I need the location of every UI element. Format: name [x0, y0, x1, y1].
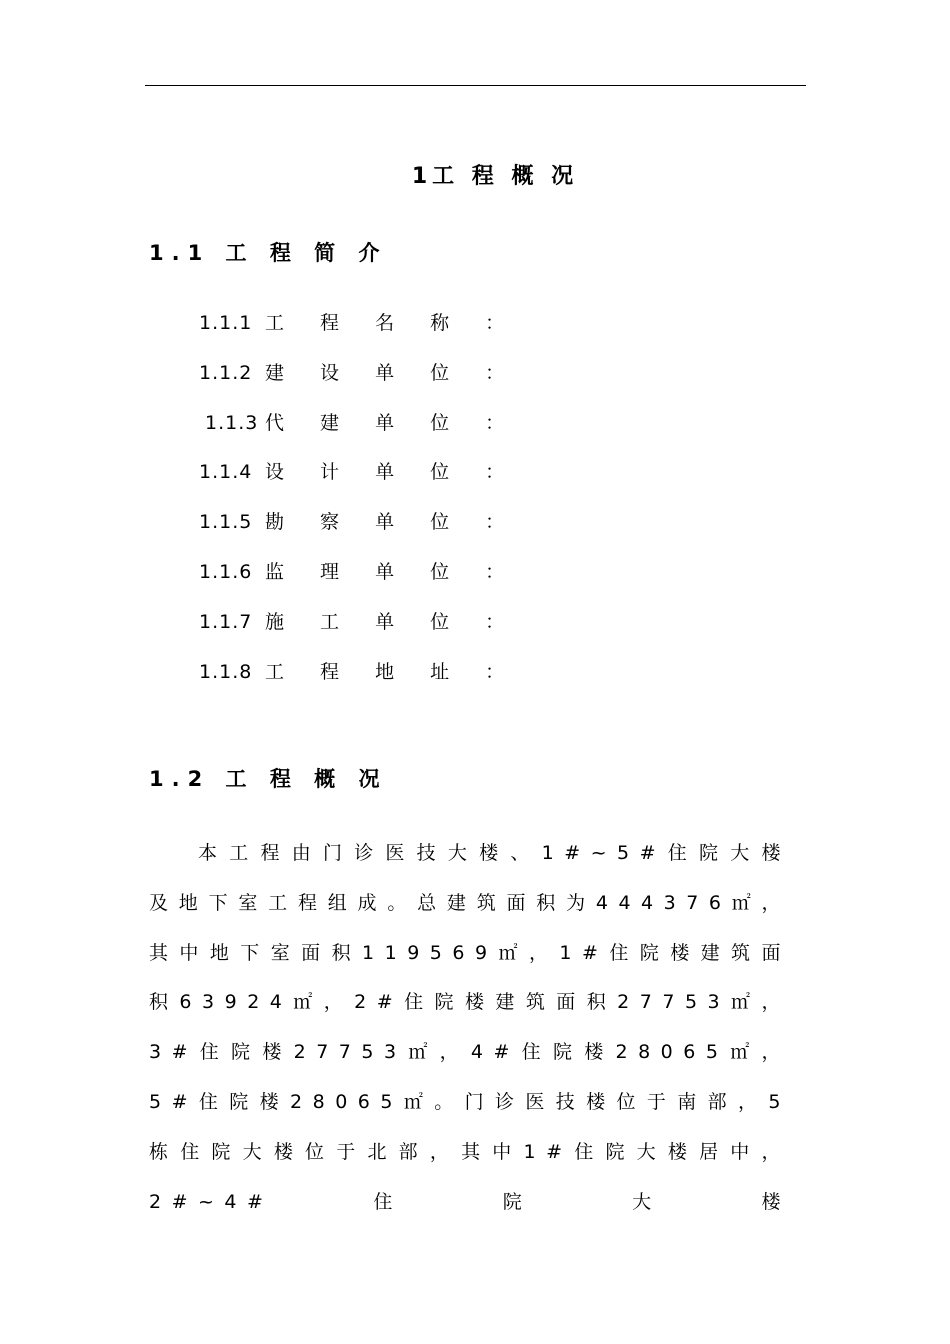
info-item-label: 工 程 名 称 ：	[265, 312, 520, 334]
info-item-agent-developer	[199, 406, 519, 456]
info-item-label: 代 建 单 位 ：	[265, 411, 520, 434]
section-title-1-2: 1.2 工 程 概 况	[149, 767, 388, 791]
info-item-label: 工 程 地 址 ：	[265, 660, 520, 683]
info-item-number: 1.1.6	[199, 560, 253, 583]
info-item-designer	[199, 455, 519, 505]
info-item-number: 1.1.4	[199, 461, 253, 484]
info-item-number: 1.1.3	[205, 411, 259, 434]
info-item-supervisor	[199, 555, 519, 605]
info-item-label: 设 计 单 位 ：	[265, 461, 520, 484]
info-item-contractor	[199, 605, 519, 655]
info-item-number: 1.1.8	[199, 660, 253, 683]
info-item-label: 监 理 单 位 ：	[265, 560, 520, 583]
info-item-number: 1.1.7	[199, 610, 253, 633]
header-rule	[145, 85, 806, 86]
project-info-list	[199, 306, 519, 704]
info-item-address	[199, 655, 519, 705]
info-item-label: 建 设 单 位 ：	[265, 361, 520, 384]
overview-paragraph: 本工程由门诊医技大楼、1#~5#住院大楼及地下室工程组成。总建筑面积为444376㎡，其中地下室面积119569㎡，1#住院楼建筑面积63924㎡，2#住院楼建筑面积27753㎡，3#住院楼27753㎡，4#住院楼28065㎡，5#住院楼28065㎡。门诊医技楼位于南部，5栋住院大楼位于北部，其中1#住院大楼居中，2#~4#住院大楼	[149, 842, 791, 1213]
info-item-number: 1.1.5	[199, 511, 253, 534]
info-item-surveyor	[199, 505, 519, 555]
chapter-title: 1工 程 概 况	[411, 164, 579, 189]
info-item-number: 1.1.1	[199, 312, 253, 334]
info-item-label: 施 工 单 位 ：	[265, 610, 520, 633]
info-item-label: 勘 察 单 位 ：	[265, 511, 520, 534]
section-title-1-1: 1.1 工 程 简 介	[149, 241, 388, 265]
info-item-project-name	[199, 306, 519, 356]
info-item-number: 1.1.2	[199, 361, 253, 384]
info-item-developer	[199, 356, 519, 406]
